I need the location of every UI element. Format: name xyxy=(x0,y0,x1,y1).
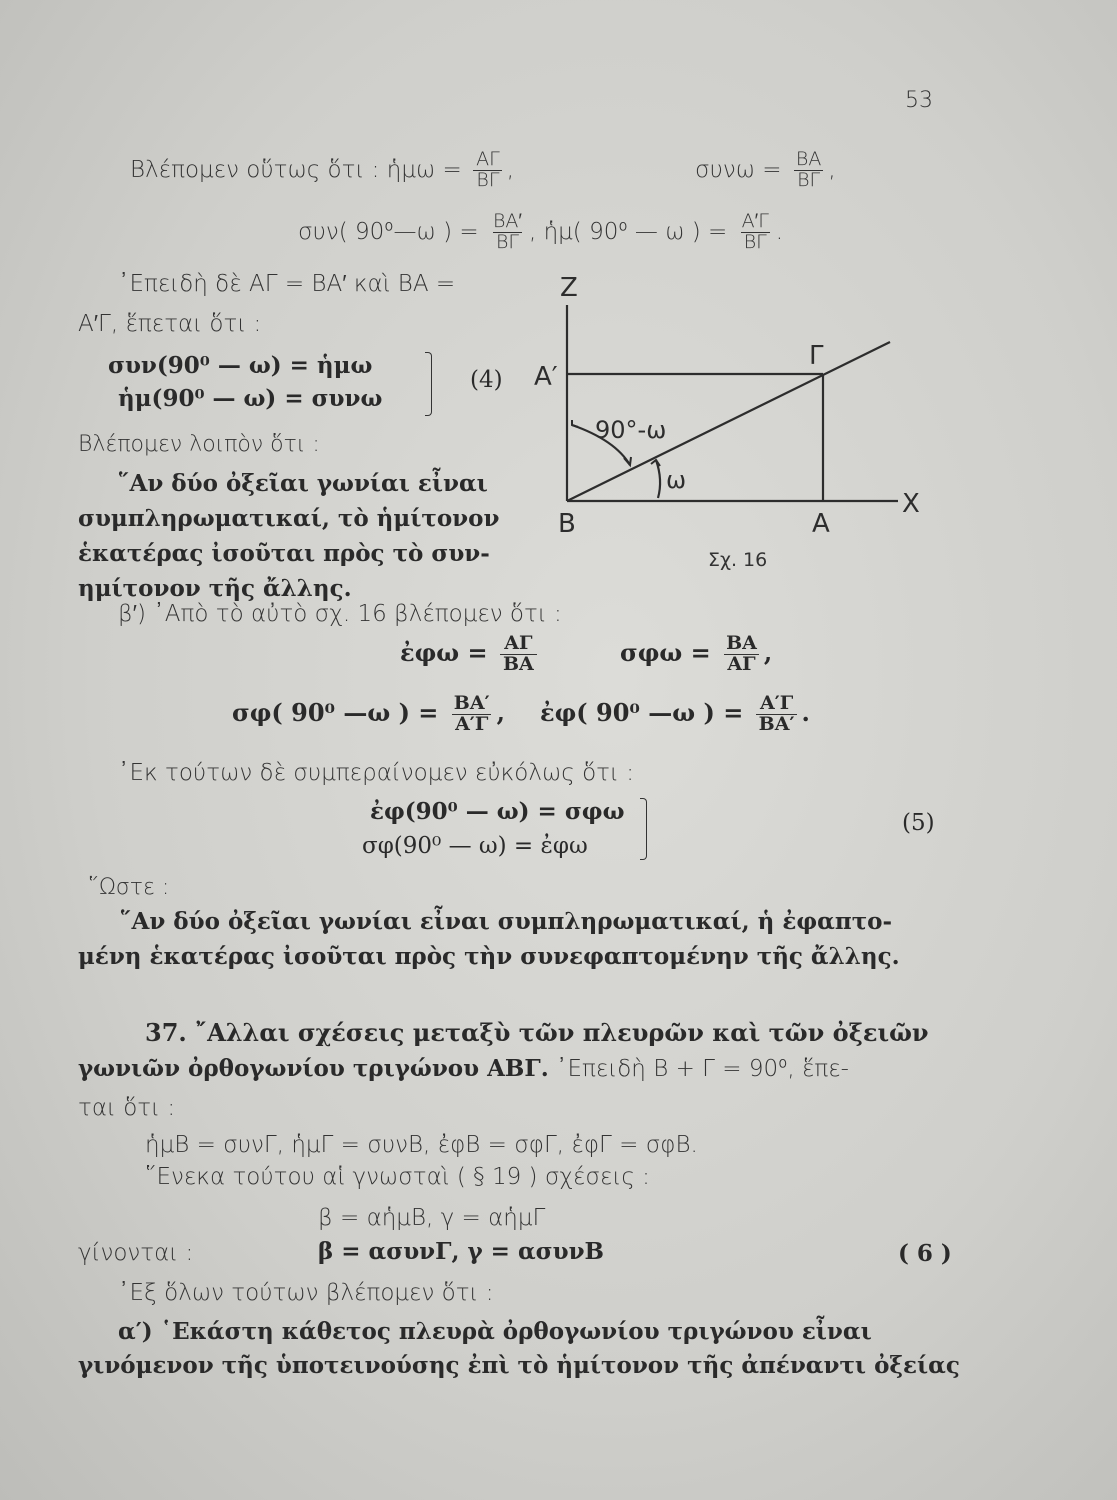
punctuation: , xyxy=(496,697,505,727)
section-37-since: ᾿Επειδὴ Β + Γ = 90⁰, ἕπε- xyxy=(556,1056,849,1082)
tan-complement-formula xyxy=(540,694,810,735)
fraction-denominator: ΒΓ xyxy=(741,232,770,253)
label-angle-omega: ω xyxy=(666,466,687,494)
fraction-numerator: ΒΑ′ xyxy=(453,692,490,714)
punctuation: , xyxy=(828,156,836,183)
fraction-numerator: Α′Γ xyxy=(759,692,794,714)
punctuation: . xyxy=(801,697,810,727)
from-all-line: ᾿Εξ ὅλων τούτων βλέπομεν ὅτι : xyxy=(118,1280,494,1306)
section-37-heading-end: γωνιῶν ὀρθογωνίου τριγώνου ΑΒΓ. xyxy=(78,1055,549,1082)
cot-omega-lhs: σφω = xyxy=(620,637,711,667)
fraction-denominator: ΒΑ′ xyxy=(756,714,798,735)
alpha-line-1: α′) ῾Εκάστη κάθετος πλευρὰ ὀρθογωνίου τριγώνου εἶναι xyxy=(118,1318,872,1345)
figure-16 xyxy=(520,260,940,580)
label-angle-complement: 90°-ω xyxy=(595,416,667,444)
tan-omega-lhs: ἐφω = xyxy=(400,637,488,667)
system5-brace xyxy=(640,798,647,860)
cos-omega-fraction xyxy=(793,150,824,191)
theorem1-line-3: ἑκατέρας ἰσοῦται πρὸς τὸ συν- xyxy=(78,540,490,567)
sin-complement-lhs: ἡμ( 90⁰ — ω ) = xyxy=(543,218,728,245)
section-37-heading: 37. ῎Αλλαι σχέσεις μεταξὺ τῶν πλευρῶν καὶ τῶν ὀξειῶν xyxy=(145,1018,929,1047)
system4-label: (4) xyxy=(470,367,503,393)
trig-relations: ἡμΒ = συνΓ, ἡμΓ = συνΒ, ἐφΒ = σφΓ, ἐφΓ = σφΒ. xyxy=(145,1132,698,1158)
conclude-line: ᾿Εκ τούτων δὲ συμπεραίνομεν εὐκόλως ὅτι : xyxy=(118,760,634,786)
label-gamma: Γ xyxy=(809,341,824,371)
tan-omega-formula xyxy=(400,634,541,675)
cot-complement-fraction xyxy=(451,694,493,735)
because-line: ῞Ενεκα τούτου αἱ γνωσταὶ ( § 19 ) σχέσεις : xyxy=(145,1164,650,1190)
label-z: Z xyxy=(560,273,578,303)
punctuation: . xyxy=(775,218,784,245)
fraction-numerator: ΒΑ xyxy=(795,148,822,170)
alpha-line-2: γινόμενον τῆς ὑποτεινούσης ἐπὶ τὸ ἡμίτονον τῆς ἀπέναντι ὀξείας xyxy=(78,1352,960,1379)
arrowhead-top xyxy=(572,420,578,427)
hence-label: ῞Ωστε : xyxy=(88,875,170,900)
label-a: Α xyxy=(812,509,830,539)
fraction-numerator: ΑΓ xyxy=(476,148,500,170)
see-therefore: Βλέπομεν λοιπὸν ὅτι : xyxy=(78,432,320,457)
theorem1-line-1: ῞Αν δύο ὀξεῖαι γωνίαι εἶναι xyxy=(118,470,488,497)
known-relations: β = αἡμΒ, γ = αἡμΓ xyxy=(318,1205,546,1231)
arrowhead-mid xyxy=(624,457,631,465)
punctuation: , xyxy=(528,218,537,245)
punctuation: , xyxy=(506,156,515,183)
section-37-line-2 xyxy=(78,1055,849,1082)
intro-text: Βλέπομεν οὕτως ὅτι : xyxy=(130,156,380,183)
equation-label-6: ( 6 ) xyxy=(898,1240,952,1267)
cos-omega-formula xyxy=(695,150,836,191)
fraction-denominator: ΒΓ xyxy=(473,170,502,191)
cot-omega-formula xyxy=(620,634,772,675)
label-a-prime: Α′ xyxy=(534,362,558,392)
fraction-numerator: Α′Γ xyxy=(741,210,769,232)
para-beta: β′) ᾿Απὸ τὸ αὐτὸ σχ. 16 βλέπομεν ὅτι : xyxy=(118,601,562,627)
theorem1-line-4: ημίτονον τῆς ἄλλης. xyxy=(78,575,352,602)
tan-complement-fraction xyxy=(756,694,798,735)
theorem2-line-2: μένη ἑκατέρας ἰσοῦται πρὸς τὴν συνεφαπτομένην τῆς ἄλλης. xyxy=(78,943,900,970)
fraction-numerator: ΒΑ′ xyxy=(492,210,522,232)
fraction-denominator: Α′Γ xyxy=(452,714,491,735)
fraction-denominator: ΑΓ xyxy=(724,654,758,675)
formula-line-1 xyxy=(130,150,514,191)
label-b: Β xyxy=(558,509,576,539)
fraction-denominator: ΒΓ xyxy=(493,232,522,253)
cot-complement-lhs: σφ( 90⁰ —ω ) = xyxy=(232,697,439,727)
cot-complement-formula xyxy=(232,694,505,735)
sin-complement-fraction xyxy=(739,212,772,253)
system4-eq2: ἡμ(90⁰ — ω) = συνω xyxy=(118,385,383,412)
system5-eq2: σφ(90⁰ — ω) = ἐφω xyxy=(362,833,588,859)
theorem1-line-2: συμπληρωματικαί, τὸ ἡμίτονον xyxy=(78,505,500,532)
cos-complement-fraction xyxy=(490,212,525,253)
punctuation: , xyxy=(763,637,773,667)
system5-eq1: ἐφ(90⁰ — ω) = σφω xyxy=(370,798,625,825)
cos-omega-lhs: συνω = xyxy=(695,156,782,183)
fraction-denominator: ΒΓ xyxy=(794,170,823,191)
tan-complement-lhs: ἐφ( 90⁰ —ω ) = xyxy=(540,697,744,727)
cot-omega-fraction xyxy=(723,634,760,675)
since-line-2: Α′Γ, ἕπεται ὅτι : xyxy=(78,311,262,337)
fraction-numerator: ΒΑ xyxy=(726,632,757,654)
arrowhead-omega xyxy=(651,460,660,466)
system4-eq1: συν(90⁰ — ω) = ἡμω xyxy=(108,352,373,379)
section-37-line-3: ται ὅτι : xyxy=(78,1095,176,1121)
system4-brace xyxy=(425,352,432,416)
become-label: γίνονται : xyxy=(78,1240,194,1266)
formula-line-2 xyxy=(298,212,783,253)
fraction-denominator: ΒΑ xyxy=(500,654,537,675)
fraction-numerator: ΑΓ xyxy=(504,632,533,654)
cos-complement-lhs: συν( 90⁰—ω ) = xyxy=(298,218,479,245)
figure-caption: Σχ. 16 xyxy=(708,549,768,571)
page-number: 53 xyxy=(905,88,933,113)
result-relations: β = ασυνΓ, γ = ασυνΒ xyxy=(318,1238,604,1265)
since-line-1: ᾿Επειδὴ δὲ ΑΓ = ΒΑ′ καὶ ΒΑ = xyxy=(118,271,456,297)
label-x: X xyxy=(902,489,920,519)
theorem2-line-1: ῞Αν δύο ὀξεῖαι γωνίαι εἶναι συμπληρωματικαί, ἡ ἐφαπτο- xyxy=(120,908,893,935)
sin-omega-fraction xyxy=(473,150,503,191)
tan-omega-fraction xyxy=(500,634,537,675)
sin-omega-lhs: ἡμω = xyxy=(386,156,462,183)
system5-label: (5) xyxy=(902,810,935,836)
